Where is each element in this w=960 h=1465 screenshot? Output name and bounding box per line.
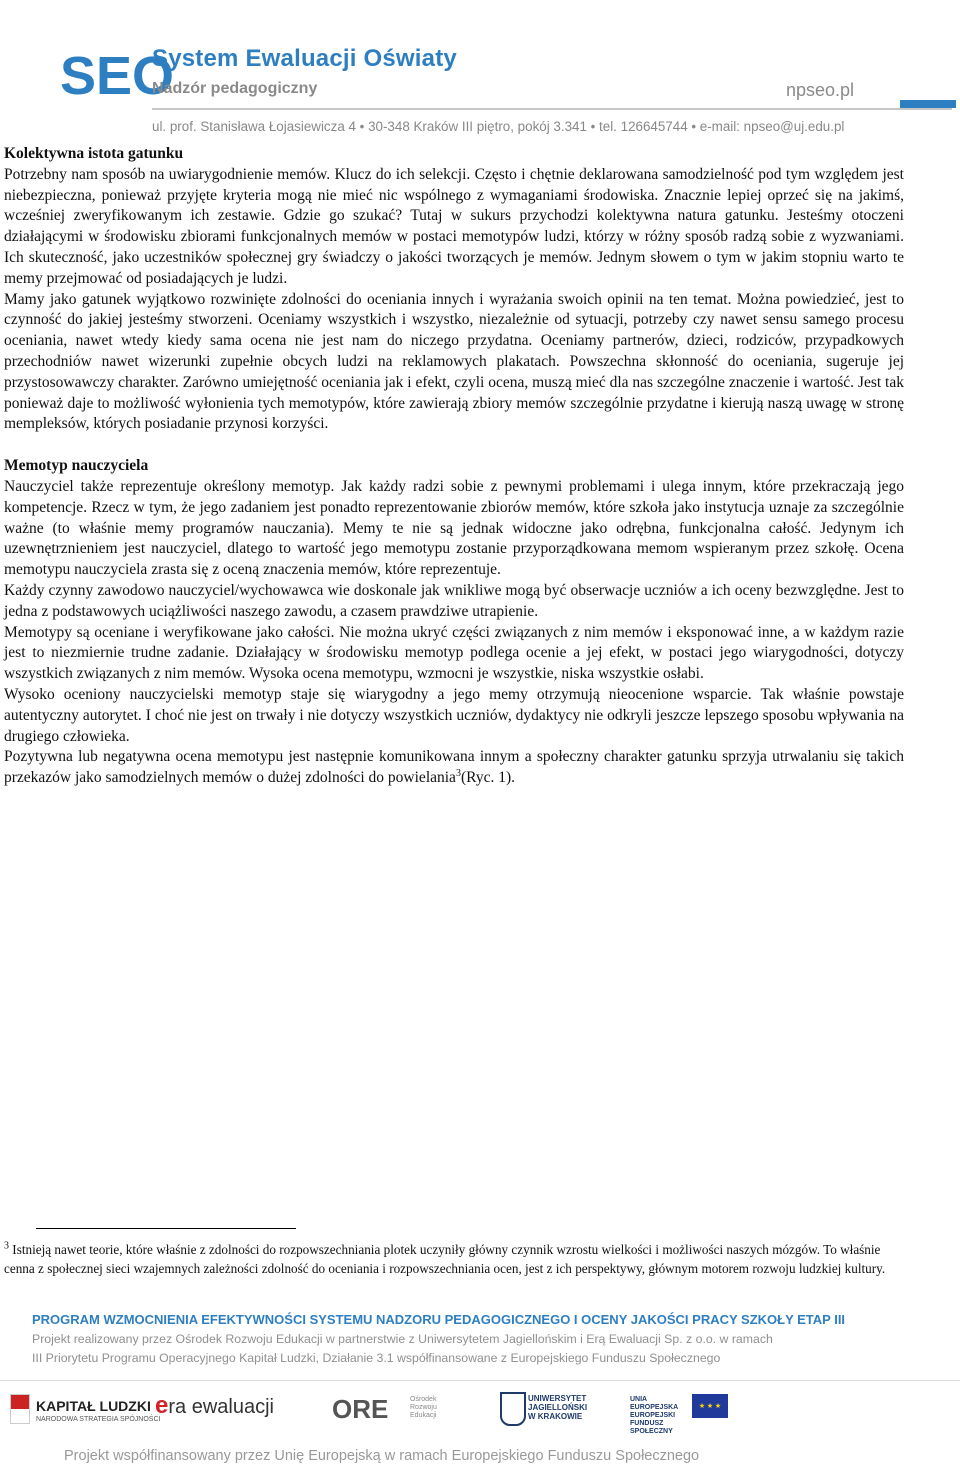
uj-crest-icon [500, 1392, 526, 1426]
era-e-letter: e [155, 1392, 169, 1419]
era-ewaluacji-logo [155, 1392, 274, 1420]
paragraph: Memotypy są oceniane i weryfikowane jako całości. Nie można ukryć części związanych z nim memów i eksponować inne, a w każdym razie jest to niezmiernie trudne zadanie. Działający w środowisku memotyp podlega ocenie a jej efekt, w postaci jego wiarygodności, dotyczy wszystkich związanych z nim memów. Wysoka ocena memotypu, wzmocni je wszystkie, niska wszystkie osłabi. [4, 623, 904, 683]
footnote-divider [36, 1228, 296, 1229]
paragraph: Wysoko oceniony nauczycielski memotyp staje się wiarygodny a jego memy otrzymują nieocenione wsparcie. Tak właśnie powstaje autentyczny autorytet. I choć nie jest on trwały i nie dotyczy wszystkich uczniów, dydaktycy nie odkryli jeszcze lepszego sposobu wpływania na drugiego człowieka. [4, 685, 904, 745]
footnote-text: Istnieją nawet teorie, które właśnie z zdolności do rozpowszechniania plotek uczyniły główny czynnik wzrostu wielkości i możliwości naszych mózgów. To właśnie cenna z społecznej sieci wzajemnych zależności zdolność do oceniania i rozpowszechniania ocen, jest z ich perspektywy, głównym motorem rozwoju ludzkiej kultury. [4, 1242, 886, 1276]
footnote [4, 1240, 904, 1278]
footnote-ref[interactable]: 3 [455, 767, 461, 779]
footer-divider [0, 1380, 960, 1381]
paragraph: Każdy czynny zawodowo nauczyciel/wychowawca wie doskonale jak wnikliwe mogą być obserwacje uczniów a ich oceny bezwzględne. Jest to jedna z podstawowych uciążliwości naszego zawodu, a czasem prawdziwe utrapienie. [4, 581, 904, 620]
brand-title: System Ewaluacji Oświaty [152, 45, 457, 72]
priority-line: III Priorytetu Programu Operacyjnego Kapitał Ludzki, Działanie 3.1 współfinansowane z Europejskiego Funduszu Społecznego [32, 1351, 721, 1365]
era-text: ra ewaluacji [168, 1396, 274, 1418]
sponsor-logos [0, 1388, 960, 1438]
footnote-number: 3 [4, 1240, 9, 1252]
paragraph: Potrzebny nam sposób na uwiarygodnienie memów. Klucz do ich selekcji. Często i chętnie deklarowana samodzielność pod tym względem jest niebezpieczna, ponieważ przyjęte kryteria mogą nie mieć nic wspólnego z wymaganiami środowiska. Znacznie lepiej oprzeć się na jakimś, wcześniej zweryfikowanym ich zestawie. Gdzie go szukać? Tutaj w sukurs przychodzi kolektywna natura gatunku. Jesteśmy otoczeni działającymi w środowisku zbiorami funkcjonalnych memów w postaci memotypów ludzi, którzy w różny sposób radzą sobie z wyzwaniami. Ich skuteczność, jako uczestników społecznej gry świadczy o jakości tworzących je memów. Jednym słowem o tym w jakim stopniu warto te memy przejmować od posiadających je ludzi. [4, 165, 904, 287]
website-link[interactable]: npseo.pl [785, 80, 854, 100]
program-title: PROGRAM WZMOCNIENIA EFEKTYWNOŚCI SYSTEMU NADZORU PEDAGOGICZNEGO I OCENY JAKOŚCI PRACY SZKOŁY ETAP III [32, 1312, 846, 1327]
header-accent-bar [900, 100, 956, 108]
eu-flag-icon: ★ ★ ★ [692, 1394, 728, 1418]
cofinancing-note: Projekt współfinansowany przez Unię Europejską w ramach Europejskiego Funduszu Społecznego [64, 1448, 700, 1464]
section-heading-memotyp: Memotyp nauczyciela [4, 457, 149, 475]
uj-text: UNIWERSYTET JAGIELLOŃSKI W KRAKOWIE [528, 1394, 588, 1421]
section-heading-kolektywna: Kolektywna istota gatunku [4, 145, 184, 162]
kapital-ludzki-subtitle: NARODOWA STRATEGIA SPÓJNOŚCI [36, 1416, 161, 1423]
contact-address: ul. prof. Stanisława Łojasiewicza 4 • 30-348 Kraków III piętro, pokój 3.341 • tel. 126645744 • e-mail: npseo@uj.edu.pl [152, 119, 845, 134]
ore-subtitle: Ośrodek Rozwoju Edukacji [410, 1396, 437, 1419]
paragraph: Nauczyciel także reprezentuje określony memotyp. Jak każdy radzi sobie z pewnymi problemami i ulega innym, które przekraczają jego kompetencje. Rzecz w tym, że jego zadaniem jest ponadto reprezentowanie zbiorów memów, które szkoła jako instytucja uznaje za szczególnie ważne (to właśnie memy programów nauczania). Memy te nie są jednak widoczne jako odrębna, funkcjonalna całość. Jedynym ich uzewnętrznieniem jest nauczyciel, dlatego to wartość jego memotypu zostanie przyporządkowana memom wspieranym przez szkołę. Ocena memotypu nauczyciela zrasta się z oceną znaczenia memów, które reprezentuje. [4, 477, 904, 579]
paragraph-with-footnote [4, 747, 904, 789]
poland-flag-icon [10, 1394, 30, 1424]
spacer [4, 435, 904, 456]
paragraph-text-end: (Ryc. 1). [460, 769, 515, 787]
kapital-ludzki-title: KAPITAŁ LUDZKI [36, 1398, 151, 1414]
brand-subtitle: Nadzór pedagogiczny [152, 80, 318, 97]
paragraph-text: Pozytywna lub negatywna ocena memotypu jest następnie komunikowana innym a społeczny charakter gatunku sprzyja utrwalaniu się takich przekazów jako samodzielnych memów o dużej zdolności do powielania [4, 748, 904, 787]
page-header [0, 0, 960, 140]
page-footer [0, 1300, 960, 1465]
article-body [4, 144, 904, 789]
paragraph: Mamy jako gatunek wyjątkowo rozwinięte zdolności do oceniania innych i wyrażania swoich opinii na ten temat. Można powiedzieć, jest to czynność do jakiej jesteśmy stworzeni. Oceniamy wszystkich i wszystko, niezależnie od sytuacji, potrzeby czy nawet sensu samego procesu oceniania, nawet wtedy kiedy sama ocena nie jest nam do niczego przydatna. Oceniamy partnerów, dzieci, rodziców, przypadkowych przechodniów nawet wizerunki zupełnie obcych ludzi na reklamowych plakatach. Powszechna skłonność do oceniania, sugeruje jej przystosowawczy charakter. Zarówno umiejętność oceniania jak i efekt, czyli ocena, muszą mieć dla nas szczególne znaczenie i wartość. Jest tak ponieważ daje to możliwość wyłonienia tych memotypów, które zawierają zbiory memów szczególnie przydatne i kierują naszą uwagę w stronę mempleksów, których posiadanie przynosi korzyści. [4, 290, 904, 433]
ore-logo [332, 1394, 437, 1425]
header-divider [152, 108, 952, 110]
eu-text: UNIA EUROPEJSKA EUROPEJSKI FUNDUSZ SPOŁECZNY [630, 1396, 678, 1435]
ore-text: ORE [332, 1394, 389, 1424]
seo-logo [60, 14, 175, 114]
project-line: Projekt realizowany przez Ośrodek Rozwoju Edukacji w partnerstwie z Uniwersytetem Jagiellońskim i Erą Ewaluacji Sp. z o.o. w ramach [32, 1332, 773, 1346]
seo-logo-text: SEO [60, 46, 175, 106]
